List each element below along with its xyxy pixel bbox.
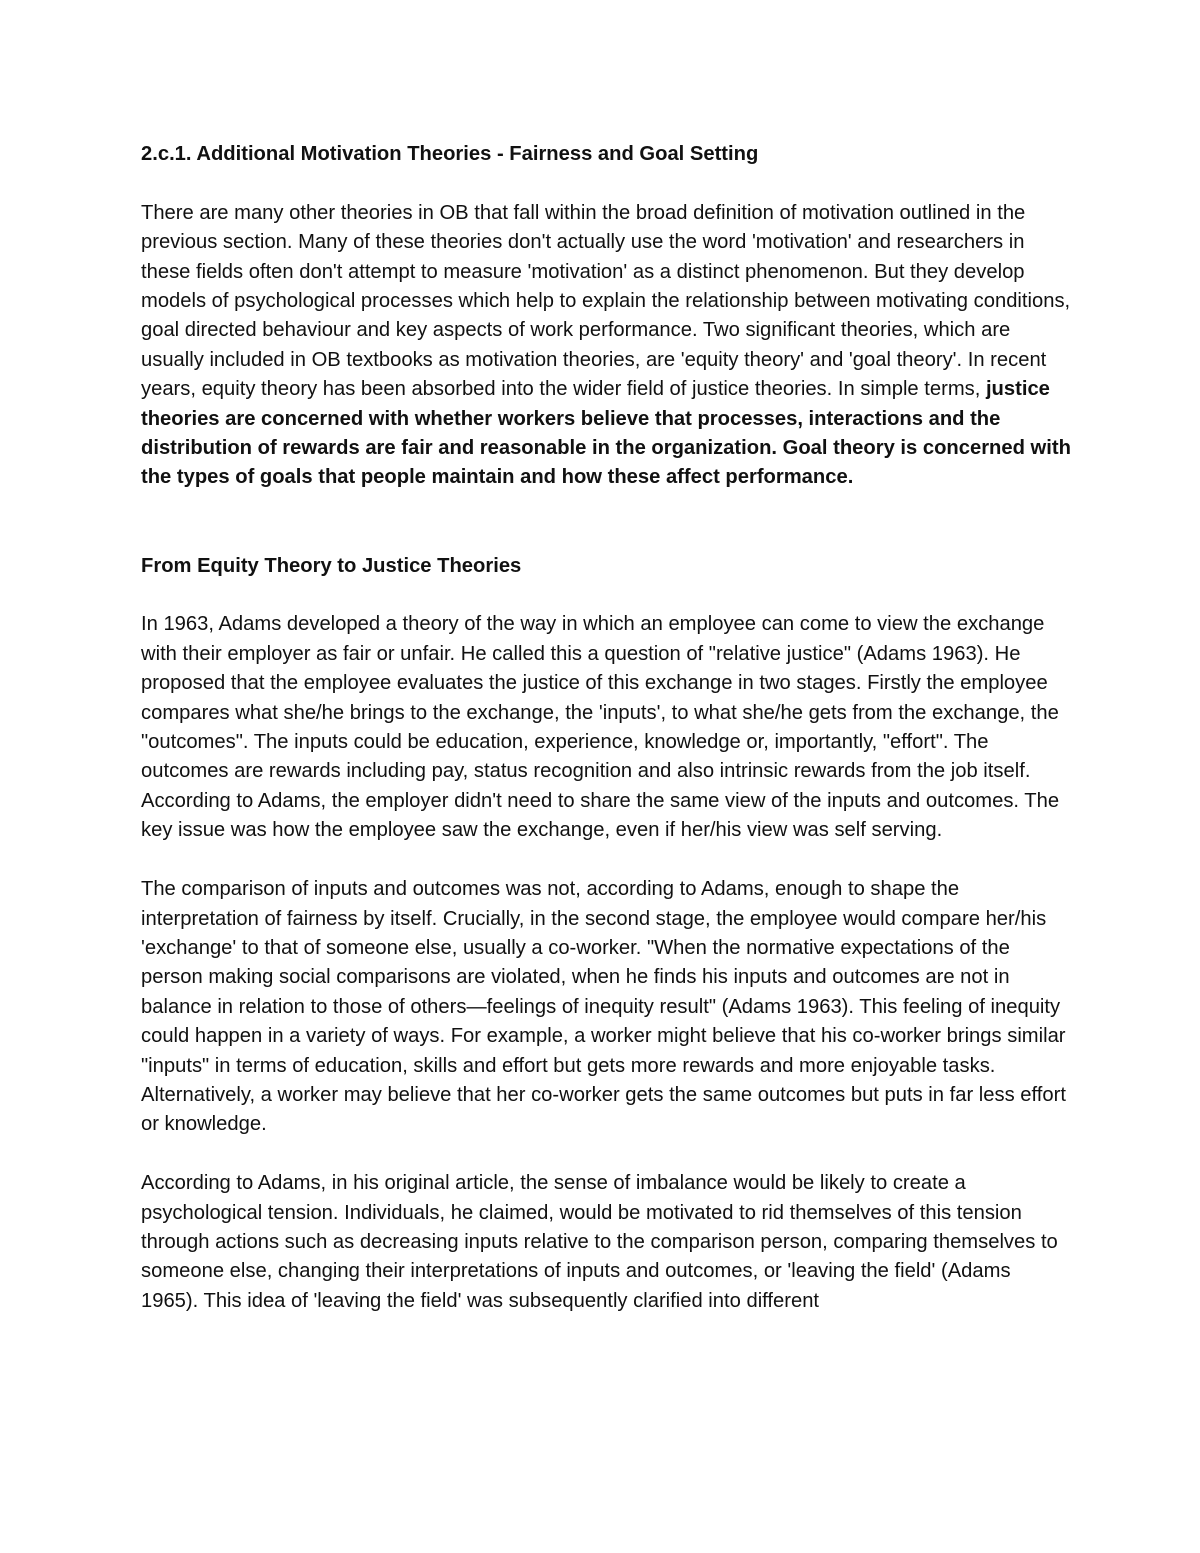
document-body xyxy=(141,140,1071,1316)
subheading: From Equity Theory to Justice Theories xyxy=(141,554,522,577)
intro-text: There are many other theories in OB that fall within the broad definition of motivation outlined in the previous section. Many of these theories don't actually use the word 'motivation' and researchers in these fields often don't attempt to measure 'motivation' as a distinct phenomenon. But they develop models of psychological processes which help to explain the relationship between motivating conditions, goal directed behaviour and key aspects of work performance. Two significant theories, which are usually included in OB textbooks as motivation theories, are 'equity theory' and 'goal theory'. In recent years, equity theory has been absorbed into the wider field of justice theories. In simple terms, xyxy=(141,201,1071,401)
body-paragraph: According to Adams, in his original article, the sense of imbalance would be likely to create a psychological tension. Individuals, he claimed, would be motivated to rid themselves of this tension through actions such as decreasing inputs relative to the comparison person, comparing themselves to someone else, changing their interpretations of inputs and outcomes, or 'leaving the field' (Adams 1965). This idea of 'leaving the field' was subsequently clarified into different xyxy=(141,1172,1058,1312)
spacer xyxy=(141,581,1071,610)
body-paragraph: The comparison of inputs and outcomes was not, according to Adams, enough to shape the interpretation of fairness by itself. Crucially, in the second stage, the employee would compare her/his 'exchange' to that of someone else, usually a co-worker. "When the normative expectations of the person making social comparisons are violated, when he finds his inputs and outcomes are not in balance in relation to those of others—feelings of inequity result" (Adams 1963). This feeling of inequity could happen in a variety of ways. For example, a worker might believe that his co-worker brings similar "inputs" in terms of education, skills and effort but gets more rewards and more enjoyable tasks. Alternatively, a worker may believe that her co-worker gets the same outcomes but puts in far less effort or knowledge. xyxy=(141,878,1066,1136)
spacer xyxy=(141,846,1071,875)
intro-paragraph xyxy=(141,199,1071,493)
intro-bold-text: justice theories are concerned with whether workers believe that processes, interactions and the distribution of rewards are fair and reasonable in the organization. Goal theory is concerned with the types of goals that people maintain and how these affect performance. xyxy=(141,378,1071,489)
spacer xyxy=(141,169,1071,198)
spacer xyxy=(141,493,1071,552)
spacer xyxy=(141,1140,1071,1169)
section-title: 2.c.1. Additional Motivation Theories - Fairness and Goal Setting xyxy=(141,143,759,165)
body-paragraph: In 1963, Adams developed a theory of the way in which an employee can come to view the exchange with their employer as fair or unfair. He called this a question of "relative justice" (Adams 1963). He proposed that the employee evaluates the justice of this exchange in two stages. Firstly the employee compares what she/he brings to the exchange, the 'inputs', to what she/he gets from the exchange, the "outcomes". The inputs could be education, experience, knowledge or, importantly, "effort". The outcomes are rewards including pay, status recognition and also intrinsic rewards from the job itself. According to Adams, the employer didn't need to share the same view of the inputs and outcomes. The key issue was how the employee saw the exchange, even if her/his view was self serving. xyxy=(141,613,1060,842)
